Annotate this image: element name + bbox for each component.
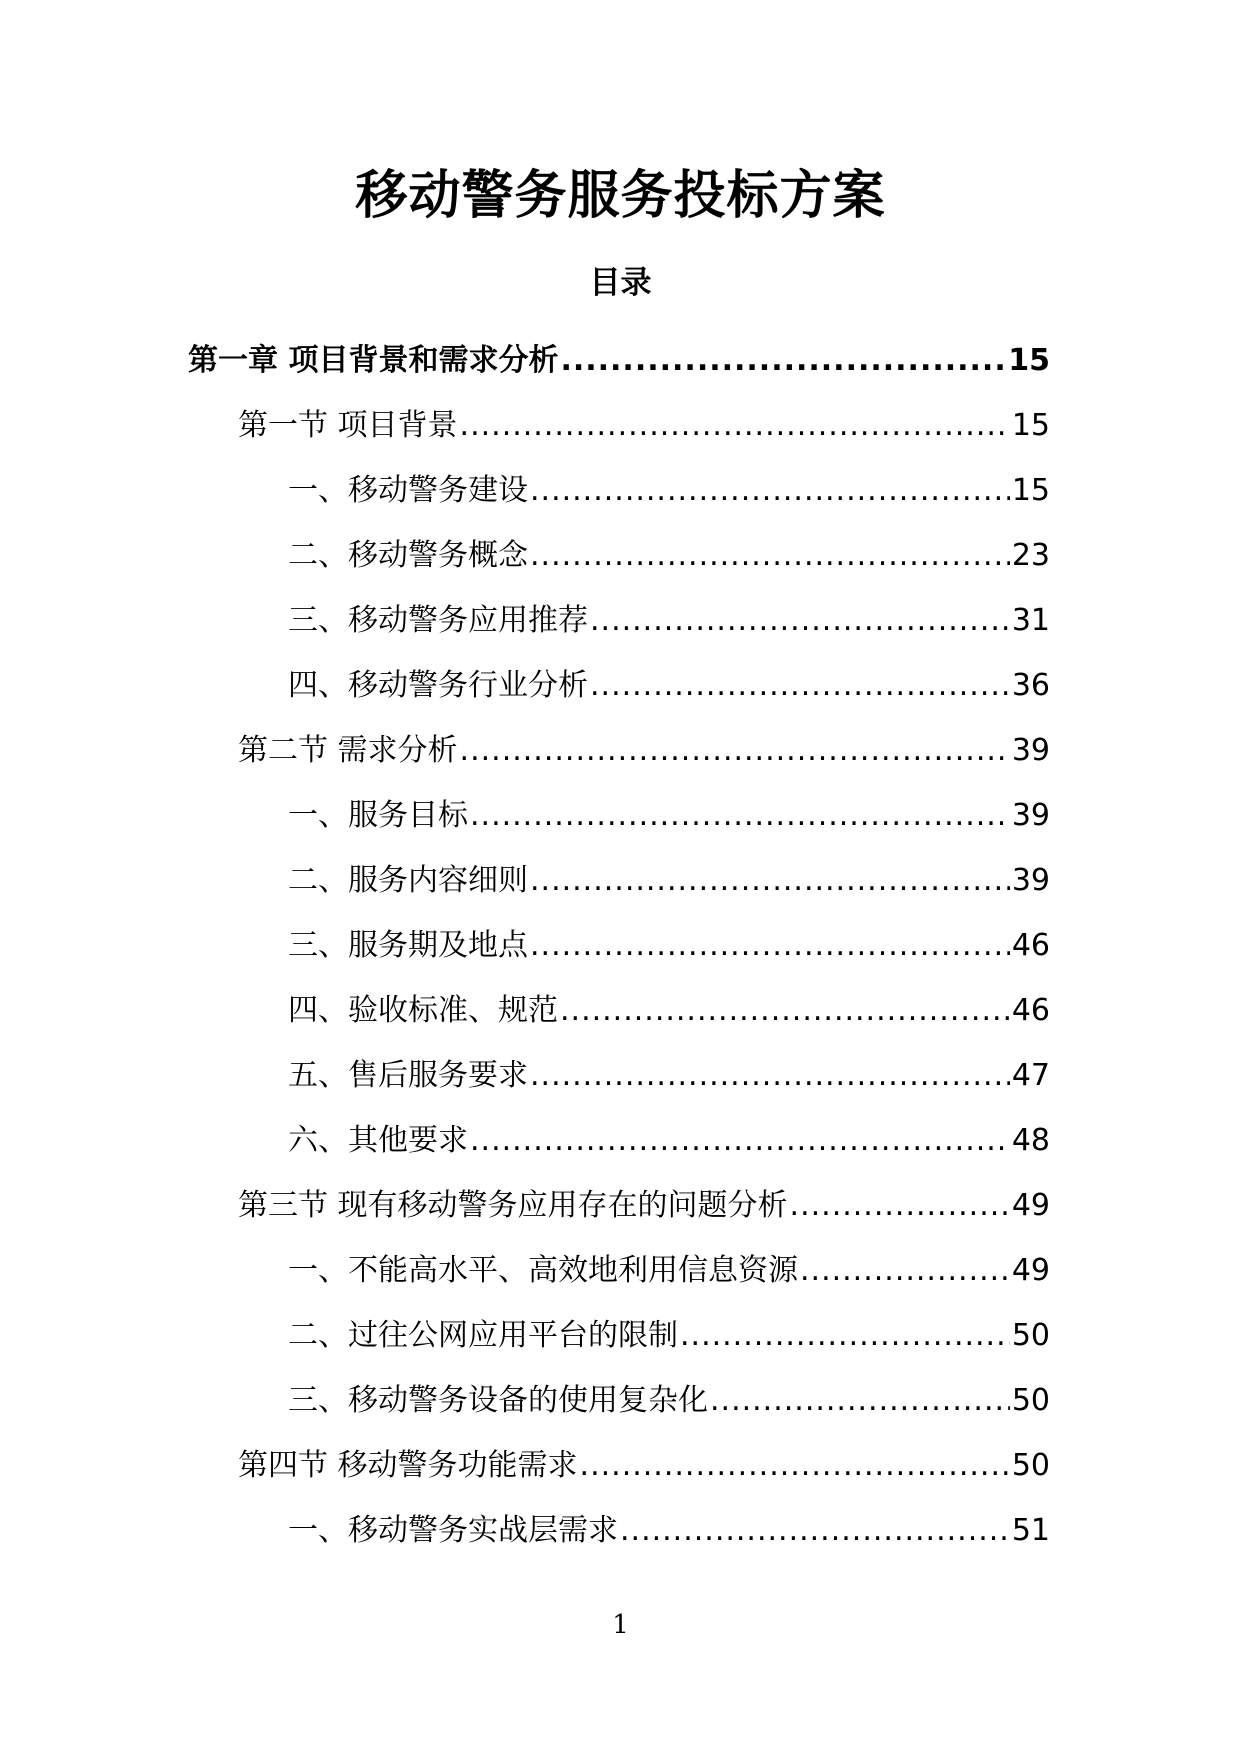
toc-entry-page-number: 36 bbox=[1011, 667, 1050, 703]
toc-entry-page-number: 39 bbox=[1011, 797, 1050, 833]
toc-entry[interactable] bbox=[0, 1108, 1050, 1173]
toc-entry-label: 六、其他要求 bbox=[288, 1122, 468, 1158]
toc-dot-leader bbox=[460, 736, 1010, 766]
table-of-contents bbox=[0, 328, 1241, 1563]
toc-dot-leader bbox=[710, 1386, 1010, 1416]
toc-entry[interactable] bbox=[0, 1238, 1050, 1303]
toc-entry-label: 二、服务内容细则 bbox=[288, 862, 528, 898]
toc-entry-page-number: 50 bbox=[1011, 1382, 1050, 1418]
toc-entry[interactable] bbox=[0, 588, 1050, 653]
toc-entry-label: 三、服务期及地点 bbox=[288, 927, 528, 963]
toc-entry-page-number: 15 bbox=[1011, 472, 1050, 508]
toc-dot-leader bbox=[560, 996, 1010, 1026]
toc-entry-label: 一、移动警务建设 bbox=[288, 472, 528, 508]
toc-entry[interactable] bbox=[0, 1433, 1050, 1498]
toc-dot-leader bbox=[470, 1126, 1010, 1156]
toc-entry[interactable] bbox=[0, 328, 1050, 393]
toc-entry-page-number: 51 bbox=[1011, 1512, 1050, 1548]
toc-entry-label: 三、移动警务设备的使用复杂化 bbox=[288, 1382, 708, 1418]
toc-dot-leader bbox=[530, 1061, 1010, 1091]
toc-entry[interactable] bbox=[0, 848, 1050, 913]
toc-entry-label: 四、验收标准、规范 bbox=[288, 992, 558, 1028]
toc-entry[interactable] bbox=[0, 1303, 1050, 1368]
toc-entry[interactable] bbox=[0, 913, 1050, 978]
toc-entry-label: 第一节 项目背景 bbox=[238, 407, 458, 443]
toc-entry-page-number: 50 bbox=[1011, 1447, 1050, 1483]
toc-entry-page-number: 39 bbox=[1011, 732, 1050, 768]
toc-entry-page-number: 49 bbox=[1011, 1187, 1050, 1223]
toc-entry-label: 一、服务目标 bbox=[288, 797, 468, 833]
toc-dot-leader bbox=[530, 866, 1010, 896]
toc-entry[interactable] bbox=[0, 783, 1050, 848]
document-title: 移动警务服务投标方案 bbox=[355, 166, 886, 226]
toc-dot-leader bbox=[790, 1191, 1010, 1221]
toc-entry[interactable] bbox=[0, 653, 1050, 718]
toc-dot-leader bbox=[620, 1516, 1010, 1546]
toc-dot-leader bbox=[530, 476, 1010, 506]
toc-dot-leader bbox=[800, 1256, 1010, 1286]
toc-entry-label: 一、移动警务实战层需求 bbox=[288, 1512, 618, 1548]
toc-entry[interactable] bbox=[0, 1368, 1050, 1433]
toc-dot-leader bbox=[680, 1321, 1010, 1351]
toc-dot-leader bbox=[590, 606, 1010, 636]
toc-dot-leader bbox=[530, 541, 1010, 571]
toc-entry[interactable] bbox=[0, 978, 1050, 1043]
toc-entry-label: 第三节 现有移动警务应用存在的问题分析 bbox=[238, 1187, 788, 1223]
toc-entry-label: 第四节 移动警务功能需求 bbox=[238, 1447, 578, 1483]
toc-entry-page-number: 48 bbox=[1011, 1122, 1050, 1158]
toc-entry-page-number: 46 bbox=[1011, 927, 1050, 963]
toc-dot-leader bbox=[530, 931, 1010, 961]
toc-entry[interactable] bbox=[0, 523, 1050, 588]
toc-entry[interactable] bbox=[0, 718, 1050, 783]
toc-dot-leader bbox=[560, 346, 1006, 376]
toc-entry[interactable] bbox=[0, 1498, 1050, 1563]
toc-entry-label: 四、移动警务行业分析 bbox=[288, 667, 588, 703]
toc-entry-page-number: 15 bbox=[1008, 342, 1050, 378]
toc-heading: 目录 bbox=[589, 265, 652, 301]
toc-dot-leader bbox=[460, 411, 1010, 441]
toc-entry[interactable] bbox=[0, 458, 1050, 523]
toc-entry-label: 五、售后服务要求 bbox=[288, 1057, 528, 1093]
toc-entry-label: 三、移动警务应用推荐 bbox=[288, 602, 588, 638]
toc-entry[interactable] bbox=[0, 1173, 1050, 1238]
toc-dot-leader bbox=[580, 1451, 1010, 1481]
toc-entry-page-number: 47 bbox=[1011, 1057, 1050, 1093]
toc-entry-page-number: 50 bbox=[1011, 1317, 1050, 1353]
toc-entry-label: 第二节 需求分析 bbox=[238, 732, 458, 768]
toc-entry-page-number: 49 bbox=[1011, 1252, 1050, 1288]
toc-entry-label: 一、不能高水平、高效地利用信息资源 bbox=[288, 1252, 798, 1288]
page-number: 1 bbox=[612, 1610, 629, 1640]
toc-entry-page-number: 15 bbox=[1011, 407, 1050, 443]
toc-entry-page-number: 31 bbox=[1011, 602, 1050, 638]
toc-entry-label: 二、过往公网应用平台的限制 bbox=[288, 1317, 678, 1353]
toc-entry-label: 二、移动警务概念 bbox=[288, 537, 528, 573]
toc-dot-leader bbox=[590, 671, 1010, 701]
toc-entry-page-number: 23 bbox=[1011, 537, 1050, 573]
toc-dot-leader bbox=[470, 801, 1010, 831]
toc-entry-page-number: 46 bbox=[1011, 992, 1050, 1028]
toc-entry-label: 第一章 项目背景和需求分析 bbox=[188, 342, 559, 378]
toc-entry[interactable] bbox=[0, 1043, 1050, 1108]
toc-entry-page-number: 39 bbox=[1011, 862, 1050, 898]
toc-entry[interactable] bbox=[0, 393, 1050, 458]
